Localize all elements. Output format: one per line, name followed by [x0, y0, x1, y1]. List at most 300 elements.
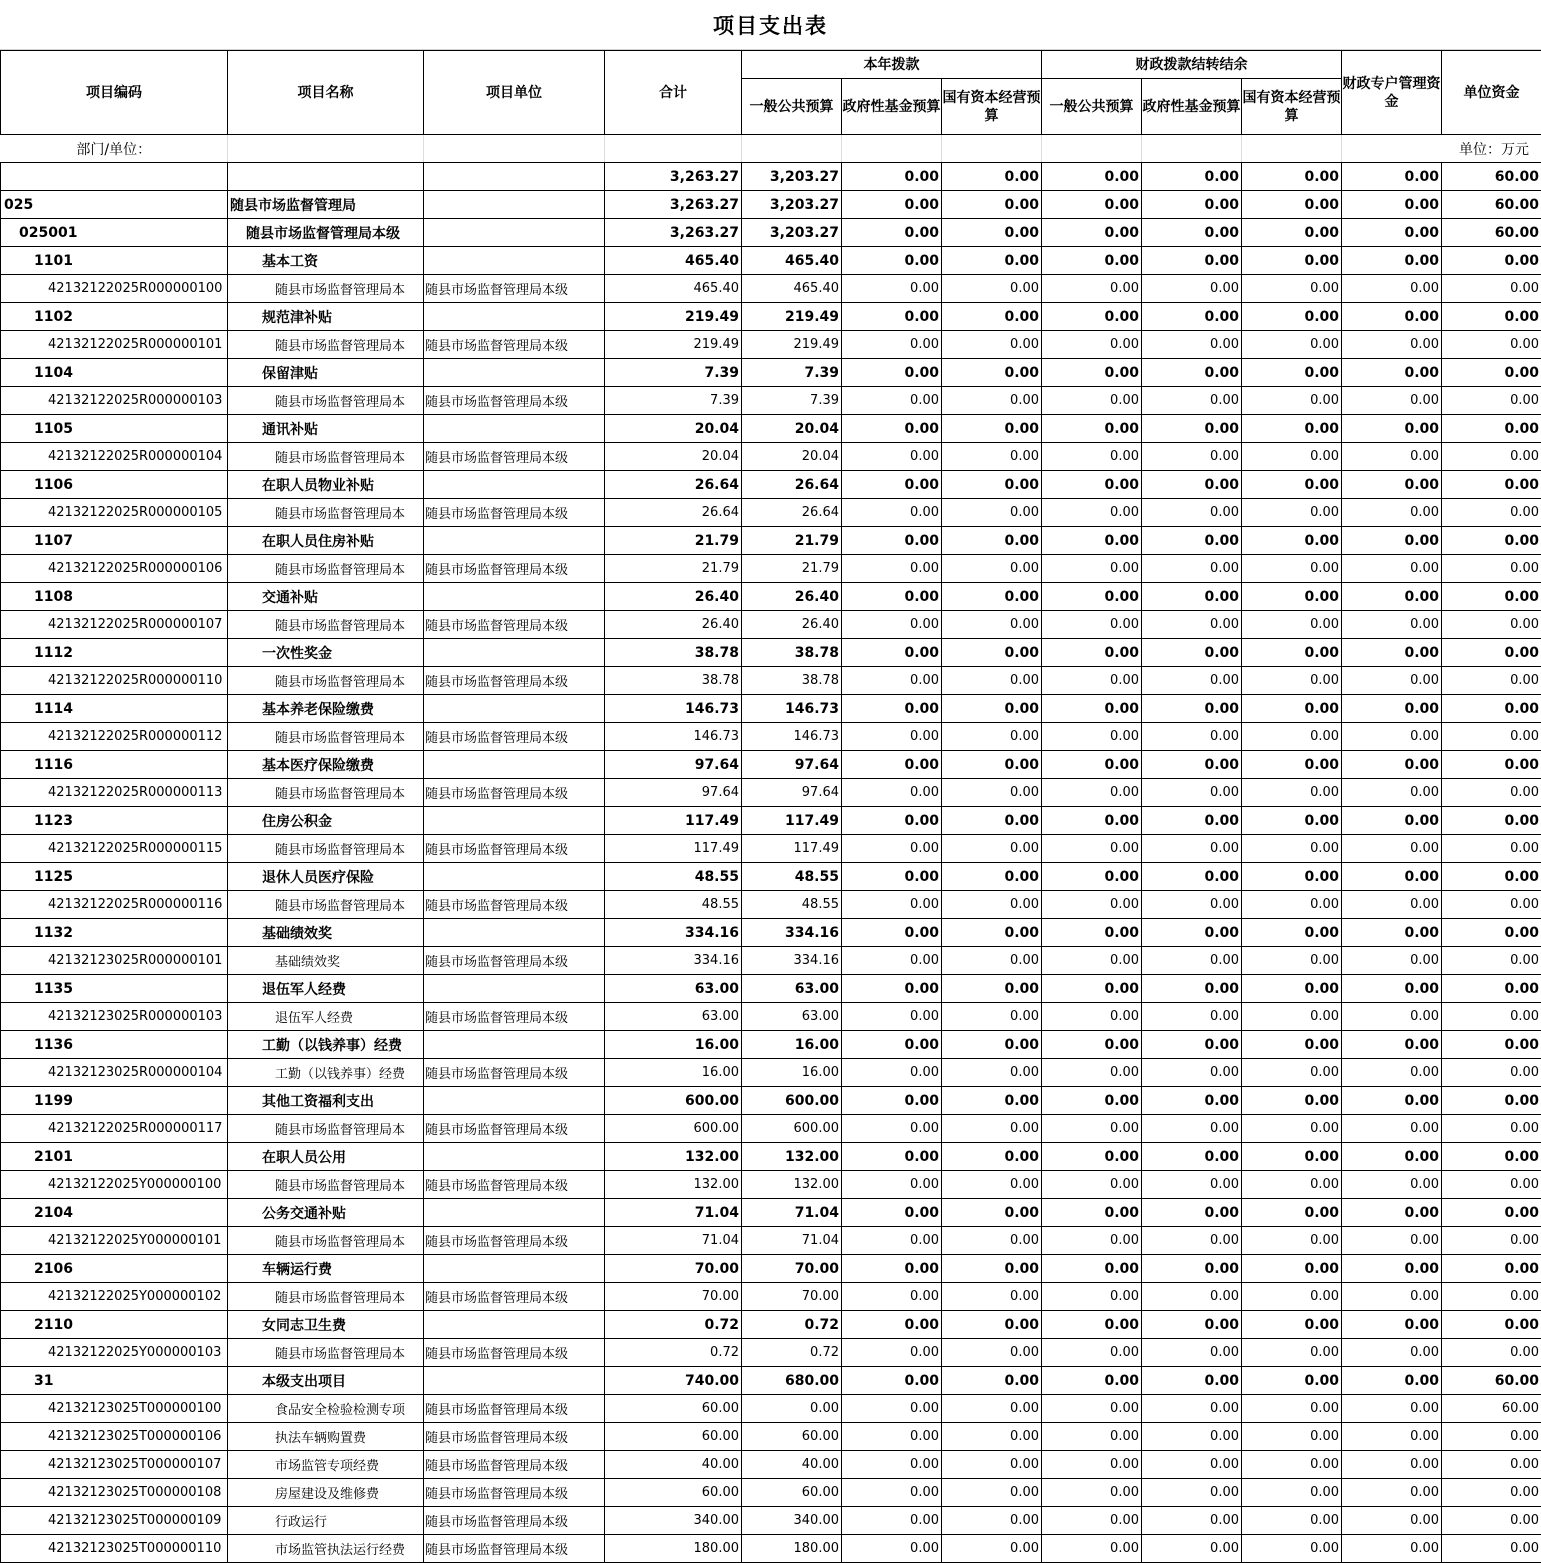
carry-general-cell: 0.00 [1042, 275, 1142, 303]
general-budget-cell: 60.00 [742, 1479, 842, 1507]
project-unit-cell: 随县市场监督管理局本级 [424, 779, 605, 807]
general-budget-cell: 117.49 [742, 835, 842, 863]
total-cell: 60.00 [605, 1395, 742, 1423]
own-fund-cell: 0.00 [1442, 583, 1541, 611]
project-name-cell: 车辆运行费 [228, 1255, 424, 1283]
state-capital-cell: 0.00 [942, 499, 1042, 527]
carry-state-capital-cell: 0.00 [1242, 1031, 1342, 1059]
total-cell: 0.72 [605, 1339, 742, 1367]
general-budget-cell: 132.00 [742, 1143, 842, 1171]
general-budget-cell: 180.00 [742, 1535, 842, 1563]
project-code-cell: 1102 [1, 303, 228, 331]
own-fund-cell: 0.00 [1442, 1255, 1541, 1283]
own-fund-cell: 0.00 [1442, 863, 1541, 891]
gov-fund-cell: 0.00 [842, 1535, 942, 1563]
project-unit-cell: 随县市场监督管理局本级 [424, 1507, 605, 1535]
own-fund-cell: 0.00 [1442, 443, 1541, 471]
gov-fund-cell: 0.00 [842, 975, 942, 1003]
project-code-cell: 1136 [1, 1031, 228, 1059]
general-budget-cell: 0.72 [742, 1339, 842, 1367]
own-fund-cell: 0.00 [1442, 1227, 1541, 1255]
special-fund-cell: 0.00 [1342, 415, 1442, 443]
state-capital-cell: 0.00 [942, 1311, 1042, 1339]
own-fund-cell: 0.00 [1442, 1535, 1541, 1563]
general-budget-cell: 680.00 [742, 1367, 842, 1395]
header-state-capital: 国有资本经营预算 [1242, 79, 1342, 135]
total-cell: 0.72 [605, 1311, 742, 1339]
special-fund-cell: 0.00 [1342, 1535, 1442, 1563]
table-row [1, 191, 1541, 219]
general-budget-cell: 465.40 [742, 275, 842, 303]
carry-general-cell: 0.00 [1042, 499, 1142, 527]
special-fund-cell: 0.00 [1342, 1003, 1442, 1031]
carry-state-capital-cell: 0.00 [1242, 1451, 1342, 1479]
project-unit-cell [424, 1143, 605, 1171]
general-budget-cell: 26.40 [742, 611, 842, 639]
project-code-cell: 1108 [1, 583, 228, 611]
gov-fund-cell: 0.00 [842, 1451, 942, 1479]
carry-gov-fund-cell: 0.00 [1142, 1451, 1242, 1479]
carry-general-cell: 0.00 [1042, 555, 1142, 583]
special-fund-cell: 0.00 [1342, 1031, 1442, 1059]
general-budget-cell: 71.04 [742, 1199, 842, 1227]
gov-fund-cell: 0.00 [842, 331, 942, 359]
table-row [1, 1199, 1541, 1227]
carry-general-cell: 0.00 [1042, 1115, 1142, 1143]
special-fund-cell: 0.00 [1342, 219, 1442, 247]
project-unit-cell: 随县市场监督管理局本级 [424, 947, 605, 975]
special-fund-cell: 0.00 [1342, 527, 1442, 555]
carry-state-capital-cell: 0.00 [1242, 1311, 1342, 1339]
header-gov-fund: 政府性基金预算 [1142, 79, 1242, 135]
project-name-cell: 随县市场监督管理局本 [228, 1171, 424, 1199]
total-cell: 3,263.27 [605, 163, 742, 191]
carry-state-capital-cell: 0.00 [1242, 1423, 1342, 1451]
project-name-cell [228, 163, 424, 191]
project-unit-cell: 随县市场监督管理局本级 [424, 667, 605, 695]
project-code-cell: 42132122025R000000116 [1, 891, 228, 919]
special-fund-cell: 0.00 [1342, 163, 1442, 191]
project-code-cell: 42132123025T000000100 [1, 1395, 228, 1423]
general-budget-cell: 146.73 [742, 695, 842, 723]
project-code-cell: 42132122025R000000107 [1, 611, 228, 639]
carry-state-capital-cell: 0.00 [1242, 583, 1342, 611]
project-unit-cell [424, 1031, 605, 1059]
total-cell: 146.73 [605, 723, 742, 751]
carry-state-capital-cell: 0.00 [1242, 219, 1342, 247]
total-cell: 48.55 [605, 863, 742, 891]
project-name-cell: 随县市场监督管理局本 [228, 611, 424, 639]
project-code-cell: 1123 [1, 807, 228, 835]
special-fund-cell: 0.00 [1342, 303, 1442, 331]
table-row [1, 1087, 1541, 1115]
special-fund-cell: 0.00 [1342, 387, 1442, 415]
project-name-cell: 退伍军人经费 [228, 975, 424, 1003]
carry-gov-fund-cell: 0.00 [1142, 751, 1242, 779]
project-unit-cell: 随县市场监督管理局本级 [424, 1423, 605, 1451]
meta-row [1, 135, 1541, 163]
project-unit-cell: 随县市场监督管理局本级 [424, 723, 605, 751]
special-fund-cell: 0.00 [1342, 891, 1442, 919]
project-code-cell: 42132123025T000000109 [1, 1507, 228, 1535]
header-general-budget: 一般公共预算 [742, 79, 842, 135]
general-budget-cell: 132.00 [742, 1171, 842, 1199]
gov-fund-cell: 0.00 [842, 639, 942, 667]
gov-fund-cell: 0.00 [842, 1255, 942, 1283]
gov-fund-cell: 0.00 [842, 527, 942, 555]
general-budget-cell: 3,203.27 [742, 191, 842, 219]
total-cell: 20.04 [605, 415, 742, 443]
total-cell: 71.04 [605, 1227, 742, 1255]
project-name-cell: 执法车辆购置费 [228, 1423, 424, 1451]
table-row [1, 499, 1541, 527]
project-name-cell: 随县市场监督管理局本 [228, 723, 424, 751]
carry-gov-fund-cell: 0.00 [1142, 1199, 1242, 1227]
project-code-cell: 1104 [1, 359, 228, 387]
gov-fund-cell: 0.00 [842, 1199, 942, 1227]
general-budget-cell: 3,203.27 [742, 163, 842, 191]
special-fund-cell: 0.00 [1342, 1227, 1442, 1255]
gov-fund-cell: 0.00 [842, 1143, 942, 1171]
general-budget-cell: 600.00 [742, 1087, 842, 1115]
total-cell: 117.49 [605, 835, 742, 863]
project-name-cell: 其他工资福利支出 [228, 1087, 424, 1115]
gov-fund-cell: 0.00 [842, 1283, 942, 1311]
carry-general-cell: 0.00 [1042, 527, 1142, 555]
own-fund-cell: 0.00 [1442, 1423, 1541, 1451]
carry-general-cell: 0.00 [1042, 891, 1142, 919]
table-row [1, 387, 1541, 415]
carry-state-capital-cell: 0.00 [1242, 947, 1342, 975]
project-unit-cell [424, 695, 605, 723]
gov-fund-cell: 0.00 [842, 1115, 942, 1143]
project-name-cell: 基础绩效奖 [228, 919, 424, 947]
carry-gov-fund-cell: 0.00 [1142, 191, 1242, 219]
special-fund-cell: 0.00 [1342, 947, 1442, 975]
own-fund-cell: 0.00 [1442, 387, 1541, 415]
own-fund-cell: 0.00 [1442, 695, 1541, 723]
project-name-cell: 市场监管专项经费 [228, 1451, 424, 1479]
special-fund-cell: 0.00 [1342, 807, 1442, 835]
own-fund-cell: 60.00 [1442, 163, 1541, 191]
meta-cell [424, 135, 605, 163]
own-fund-cell: 0.00 [1442, 1283, 1541, 1311]
project-code-cell: 31 [1, 1367, 228, 1395]
gov-fund-cell: 0.00 [842, 415, 942, 443]
project-code-cell: 42132122025Y000000103 [1, 1339, 228, 1367]
state-capital-cell: 0.00 [942, 1339, 1042, 1367]
project-name-cell: 随县市场监督管理局本 [228, 891, 424, 919]
carry-state-capital-cell: 0.00 [1242, 1003, 1342, 1031]
general-budget-cell: 63.00 [742, 1003, 842, 1031]
project-code-cell: 42132122025R000000104 [1, 443, 228, 471]
carry-state-capital-cell: 0.00 [1242, 695, 1342, 723]
project-code-cell: 42132122025R000000110 [1, 667, 228, 695]
carry-general-cell: 0.00 [1042, 975, 1142, 1003]
total-cell: 38.78 [605, 667, 742, 695]
state-capital-cell: 0.00 [942, 443, 1042, 471]
special-fund-cell: 0.00 [1342, 583, 1442, 611]
project-unit-cell: 随县市场监督管理局本级 [424, 499, 605, 527]
table-row [1, 1395, 1541, 1423]
project-code-cell [1, 163, 228, 191]
general-budget-cell: 465.40 [742, 247, 842, 275]
table-row [1, 1255, 1541, 1283]
project-code-cell: 42132123025T000000107 [1, 1451, 228, 1479]
general-budget-cell: 16.00 [742, 1031, 842, 1059]
project-code-cell: 1199 [1, 1087, 228, 1115]
own-fund-cell: 60.00 [1442, 1395, 1541, 1423]
carry-state-capital-cell: 0.00 [1242, 1115, 1342, 1143]
table-row [1, 835, 1541, 863]
carry-gov-fund-cell: 0.00 [1142, 667, 1242, 695]
total-cell: 26.64 [605, 499, 742, 527]
project-name-cell: 随县市场监督管理局本 [228, 387, 424, 415]
carry-general-cell: 0.00 [1042, 191, 1142, 219]
header-own-fund: 单位资金 [1442, 51, 1541, 135]
general-budget-cell: 60.00 [742, 1423, 842, 1451]
project-code-cell: 1135 [1, 975, 228, 1003]
own-fund-cell: 0.00 [1442, 891, 1541, 919]
general-budget-cell: 40.00 [742, 1451, 842, 1479]
table-row [1, 891, 1541, 919]
state-capital-cell: 0.00 [942, 779, 1042, 807]
own-fund-cell: 0.00 [1442, 471, 1541, 499]
project-name-cell: 保留津贴 [228, 359, 424, 387]
gov-fund-cell: 0.00 [842, 1003, 942, 1031]
state-capital-cell: 0.00 [942, 1367, 1042, 1395]
carry-general-cell: 0.00 [1042, 1171, 1142, 1199]
table-row [1, 1339, 1541, 1367]
carry-state-capital-cell: 0.00 [1242, 723, 1342, 751]
special-fund-cell: 0.00 [1342, 1115, 1442, 1143]
gov-fund-cell: 0.00 [842, 1087, 942, 1115]
table-row [1, 695, 1541, 723]
carry-state-capital-cell: 0.00 [1242, 1087, 1342, 1115]
project-name-cell: 行政运行 [228, 1507, 424, 1535]
carry-gov-fund-cell: 0.00 [1142, 303, 1242, 331]
gov-fund-cell: 0.00 [842, 863, 942, 891]
project-unit-cell [424, 1255, 605, 1283]
table-row [1, 331, 1541, 359]
carry-gov-fund-cell: 0.00 [1142, 415, 1242, 443]
carry-gov-fund-cell: 0.00 [1142, 1535, 1242, 1563]
meta-cell [942, 135, 1042, 163]
gov-fund-cell: 0.00 [842, 1339, 942, 1367]
project-name-cell: 基础绩效奖 [228, 947, 424, 975]
carry-gov-fund-cell: 0.00 [1142, 835, 1242, 863]
state-capital-cell: 0.00 [942, 807, 1042, 835]
project-code-cell: 025001 [1, 219, 228, 247]
table-row [1, 247, 1541, 275]
state-capital-cell: 0.00 [942, 723, 1042, 751]
general-budget-cell: 26.40 [742, 583, 842, 611]
state-capital-cell: 0.00 [942, 1059, 1042, 1087]
special-fund-cell: 0.00 [1342, 667, 1442, 695]
carry-state-capital-cell: 0.00 [1242, 1479, 1342, 1507]
table-row [1, 1171, 1541, 1199]
project-name-cell: 随县市场监督管理局本 [228, 1227, 424, 1255]
carry-general-cell: 0.00 [1042, 303, 1142, 331]
special-fund-cell: 0.00 [1342, 723, 1442, 751]
table-row [1, 863, 1541, 891]
gov-fund-cell: 0.00 [842, 499, 942, 527]
special-fund-cell: 0.00 [1342, 751, 1442, 779]
carry-state-capital-cell: 0.00 [1242, 1367, 1342, 1395]
table-row [1, 443, 1541, 471]
carry-gov-fund-cell: 0.00 [1142, 583, 1242, 611]
carry-general-cell: 0.00 [1042, 1087, 1142, 1115]
own-fund-cell: 0.00 [1442, 1003, 1541, 1031]
project-code-cell: 1132 [1, 919, 228, 947]
special-fund-cell: 0.00 [1342, 863, 1442, 891]
project-unit-cell [424, 975, 605, 1003]
project-code-cell: 42132122025R000000106 [1, 555, 228, 583]
gov-fund-cell: 0.00 [842, 1395, 942, 1423]
total-cell: 7.39 [605, 387, 742, 415]
special-fund-cell: 0.00 [1342, 779, 1442, 807]
project-code-cell: 1125 [1, 863, 228, 891]
special-fund-cell: 0.00 [1342, 499, 1442, 527]
total-cell: 16.00 [605, 1031, 742, 1059]
project-code-cell: 2101 [1, 1143, 228, 1171]
own-fund-cell: 0.00 [1442, 975, 1541, 1003]
carry-general-cell: 0.00 [1042, 247, 1142, 275]
carry-gov-fund-cell: 0.00 [1142, 247, 1242, 275]
gov-fund-cell: 0.00 [842, 1059, 942, 1087]
total-cell: 16.00 [605, 1059, 742, 1087]
project-unit-cell: 随县市场监督管理局本级 [424, 1535, 605, 1563]
gov-fund-cell: 0.00 [842, 1507, 942, 1535]
total-cell: 97.64 [605, 779, 742, 807]
gov-fund-cell: 0.00 [842, 163, 942, 191]
gov-fund-cell: 0.00 [842, 387, 942, 415]
table-row [1, 975, 1541, 1003]
own-fund-cell: 0.00 [1442, 415, 1541, 443]
project-code-cell: 1116 [1, 751, 228, 779]
project-unit-cell [424, 471, 605, 499]
carry-gov-fund-cell: 0.00 [1142, 331, 1242, 359]
general-budget-cell: 97.64 [742, 779, 842, 807]
state-capital-cell: 0.00 [942, 275, 1042, 303]
gov-fund-cell: 0.00 [842, 1367, 942, 1395]
table-row [1, 1507, 1541, 1535]
state-capital-cell: 0.00 [942, 1087, 1042, 1115]
project-name-cell: 退伍军人经费 [228, 1003, 424, 1031]
state-capital-cell: 0.00 [942, 163, 1042, 191]
project-name-cell: 随县市场监督管理局本 [228, 779, 424, 807]
carry-general-cell: 0.00 [1042, 1059, 1142, 1087]
gov-fund-cell: 0.00 [842, 723, 942, 751]
special-fund-cell: 0.00 [1342, 1255, 1442, 1283]
table-row [1, 1479, 1541, 1507]
special-fund-cell: 0.00 [1342, 1367, 1442, 1395]
general-budget-cell: 70.00 [742, 1255, 842, 1283]
special-fund-cell: 0.00 [1342, 275, 1442, 303]
project-code-cell: 42132122025Y000000100 [1, 1171, 228, 1199]
total-cell: 63.00 [605, 975, 742, 1003]
general-budget-cell: 0.00 [742, 1395, 842, 1423]
state-capital-cell: 0.00 [942, 219, 1042, 247]
carry-general-cell: 0.00 [1042, 1423, 1142, 1451]
own-fund-cell: 0.00 [1442, 1087, 1541, 1115]
table-row [1, 1311, 1541, 1339]
state-capital-cell: 0.00 [942, 1115, 1042, 1143]
carry-state-capital-cell: 0.00 [1242, 1535, 1342, 1563]
project-code-cell: 2104 [1, 1199, 228, 1227]
project-name-cell: 随县市场监督管理局本 [228, 1283, 424, 1311]
gov-fund-cell: 0.00 [842, 947, 942, 975]
state-capital-cell: 0.00 [942, 471, 1042, 499]
project-unit-cell [424, 247, 605, 275]
state-capital-cell: 0.00 [942, 1031, 1042, 1059]
carry-general-cell: 0.00 [1042, 751, 1142, 779]
carry-general-cell: 0.00 [1042, 1535, 1142, 1563]
project-unit-cell: 随县市场监督管理局本级 [424, 443, 605, 471]
project-code-cell: 42132123025R000000104 [1, 1059, 228, 1087]
general-budget-cell: 334.16 [742, 947, 842, 975]
project-unit-cell: 随县市场监督管理局本级 [424, 1171, 605, 1199]
carry-gov-fund-cell: 0.00 [1142, 443, 1242, 471]
table-row [1, 1143, 1541, 1171]
project-name-cell: 随县市场监督管理局本 [228, 1339, 424, 1367]
special-fund-cell: 0.00 [1342, 1087, 1442, 1115]
total-cell: 21.79 [605, 527, 742, 555]
total-cell: 340.00 [605, 1507, 742, 1535]
project-code-cell: 42132122025R000000115 [1, 835, 228, 863]
special-fund-cell: 0.00 [1342, 611, 1442, 639]
own-fund-cell: 0.00 [1442, 611, 1541, 639]
gov-fund-cell: 0.00 [842, 667, 942, 695]
project-name-cell: 公务交通补贴 [228, 1199, 424, 1227]
project-name-cell: 随县市场监督管理局本 [228, 667, 424, 695]
carry-state-capital-cell: 0.00 [1242, 163, 1342, 191]
gov-fund-cell: 0.00 [842, 1171, 942, 1199]
project-code-cell: 025 [1, 191, 228, 219]
general-budget-cell: 7.39 [742, 359, 842, 387]
total-cell: 70.00 [605, 1283, 742, 1311]
state-capital-cell: 0.00 [942, 387, 1042, 415]
project-name-cell: 一次性奖金 [228, 639, 424, 667]
carry-state-capital-cell: 0.00 [1242, 975, 1342, 1003]
general-budget-cell: 600.00 [742, 1115, 842, 1143]
general-budget-cell: 48.55 [742, 891, 842, 919]
general-budget-cell: 63.00 [742, 975, 842, 1003]
table-row [1, 779, 1541, 807]
table-row [1, 1535, 1541, 1563]
project-code-cell: 2106 [1, 1255, 228, 1283]
gov-fund-cell: 0.00 [842, 751, 942, 779]
own-fund-cell: 0.00 [1442, 639, 1541, 667]
carry-state-capital-cell: 0.00 [1242, 527, 1342, 555]
special-fund-cell: 0.00 [1342, 1423, 1442, 1451]
project-code-cell: 1112 [1, 639, 228, 667]
carry-state-capital-cell: 0.00 [1242, 751, 1342, 779]
state-capital-cell: 0.00 [942, 1283, 1042, 1311]
expense-table [0, 50, 1541, 1563]
own-fund-cell: 0.00 [1442, 359, 1541, 387]
general-budget-cell: 16.00 [742, 1059, 842, 1087]
gov-fund-cell: 0.00 [842, 1423, 942, 1451]
state-capital-cell: 0.00 [942, 667, 1042, 695]
header-state-capital: 国有资本经营预算 [942, 79, 1042, 135]
general-budget-cell: 340.00 [742, 1507, 842, 1535]
total-cell: 48.55 [605, 891, 742, 919]
carry-state-capital-cell: 0.00 [1242, 1227, 1342, 1255]
general-budget-cell: 219.49 [742, 303, 842, 331]
header-current-year: 本年拨款 [742, 51, 1042, 79]
table-row [1, 219, 1541, 247]
